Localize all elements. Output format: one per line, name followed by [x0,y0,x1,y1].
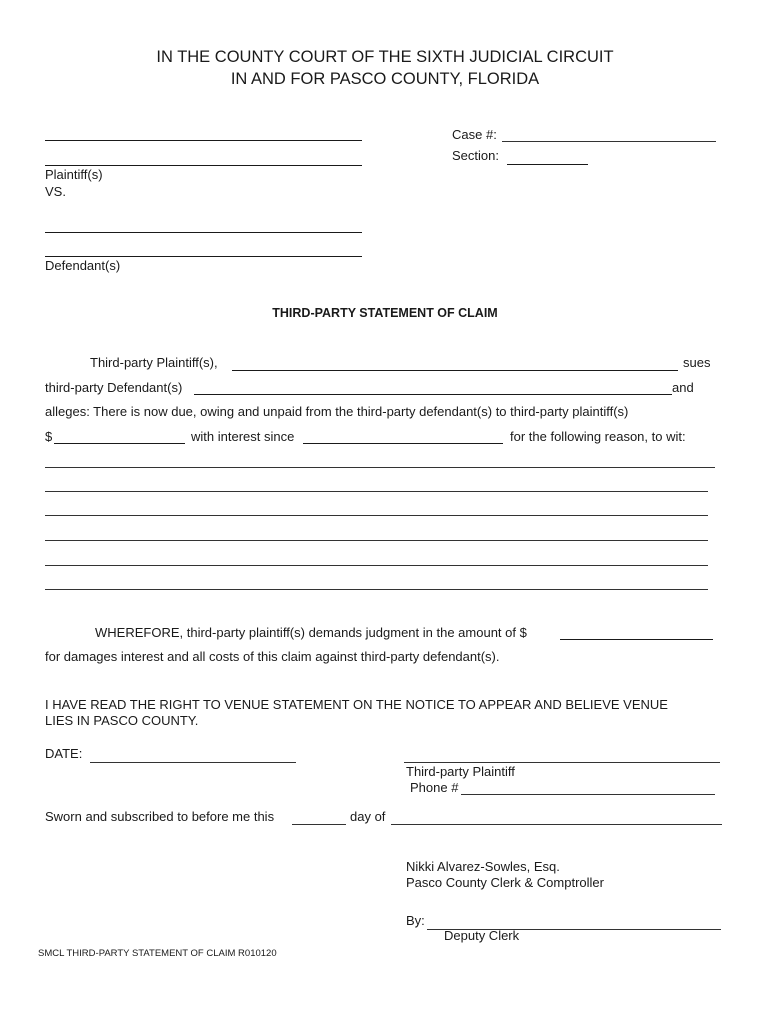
clerk-name: Nikki Alvarez-Sowles, Esq. [406,859,560,874]
case-number-label: Case #: [452,127,497,142]
section-field[interactable] [507,164,588,165]
venue-statement-line-2: LIES IN PASCO COUNTY. [45,713,199,728]
plaintiff-signature-line[interactable] [404,762,720,763]
plaintiff-line-2[interactable] [45,147,362,166]
reason-line-4[interactable] [45,540,708,541]
body-line-4-end: for the following reason, to wit: [510,429,686,444]
defendant-line-1[interactable] [45,214,362,233]
wherefore-line-1: WHEREFORE, third-party plaintiff(s) demands judgment in the amount of $ [95,625,527,640]
vs-label: VS. [45,184,66,199]
third-party-defendant-field[interactable] [194,394,672,395]
case-number-field[interactable] [502,141,716,142]
body-line-1-start: Third-party Plaintiff(s), [90,355,218,370]
body-line-2-start: third-party Defendant(s) [45,380,183,395]
form-footer: SMCL THIRD-PARTY STATEMENT OF CLAIM R010120 [38,948,277,959]
defendant-label: Defendant(s) [45,258,121,273]
court-heading-line-1: IN THE COUNTY COURT OF THE SIXTH JUDICIAL CIRCUIT [156,48,614,66]
deputy-clerk-label: Deputy Clerk [444,928,520,943]
reason-line-2[interactable] [45,491,708,492]
third-party-plaintiff-label: Third-party Plaintiff [406,764,515,779]
sworn-month-field[interactable] [391,824,722,825]
dollar-sign: $ [45,429,53,444]
phone-label: Phone # [410,780,459,795]
date-field[interactable] [90,762,296,763]
court-heading-line-2: IN AND FOR PASCO COUNTY, FLORIDA [230,70,540,88]
reason-line-1[interactable] [45,467,715,468]
body-line-3: alleges: There is now due, owing and unpaid from the third-party defendant(s) to third-party plaintiff(s) [45,404,629,419]
phone-field[interactable] [461,794,715,795]
plaintiff-label: Plaintiff(s) [45,167,103,182]
section-label: Section: [452,148,499,163]
interest-since-label: with interest since [191,429,295,444]
sworn-statement: Sworn and subscribed to before me this [45,809,275,824]
reason-line-6[interactable] [45,589,708,590]
third-party-plaintiff-field[interactable] [232,370,678,371]
clerk-title: Pasco County Clerk & Comptroller [406,875,604,890]
venue-statement-line-1: I HAVE READ THE RIGHT TO VENUE STATEMENT ON THE NOTICE TO APPEAR AND BELIEVE VENUE [45,697,668,712]
body-line-1-end: sues [683,355,711,370]
wherefore-line-2: for damages interest and all costs of this claim against third-party defendant(s). [45,649,500,664]
document-title: THIRD-PARTY STATEMENT OF CLAIM [272,306,498,320]
sworn-day-field[interactable] [292,824,346,825]
amount-field[interactable] [54,443,185,444]
reason-line-5[interactable] [45,565,708,566]
defendant-line-2[interactable] [45,238,362,257]
interest-date-field[interactable] [303,443,503,444]
judgment-amount-field[interactable] [560,639,713,640]
day-of-label: day of [350,809,386,824]
reason-line-3[interactable] [45,515,708,516]
body-line-2-end: and [672,380,694,395]
date-label: DATE: [45,746,83,761]
by-label: By: [406,913,425,928]
plaintiff-line-1[interactable] [45,122,362,141]
